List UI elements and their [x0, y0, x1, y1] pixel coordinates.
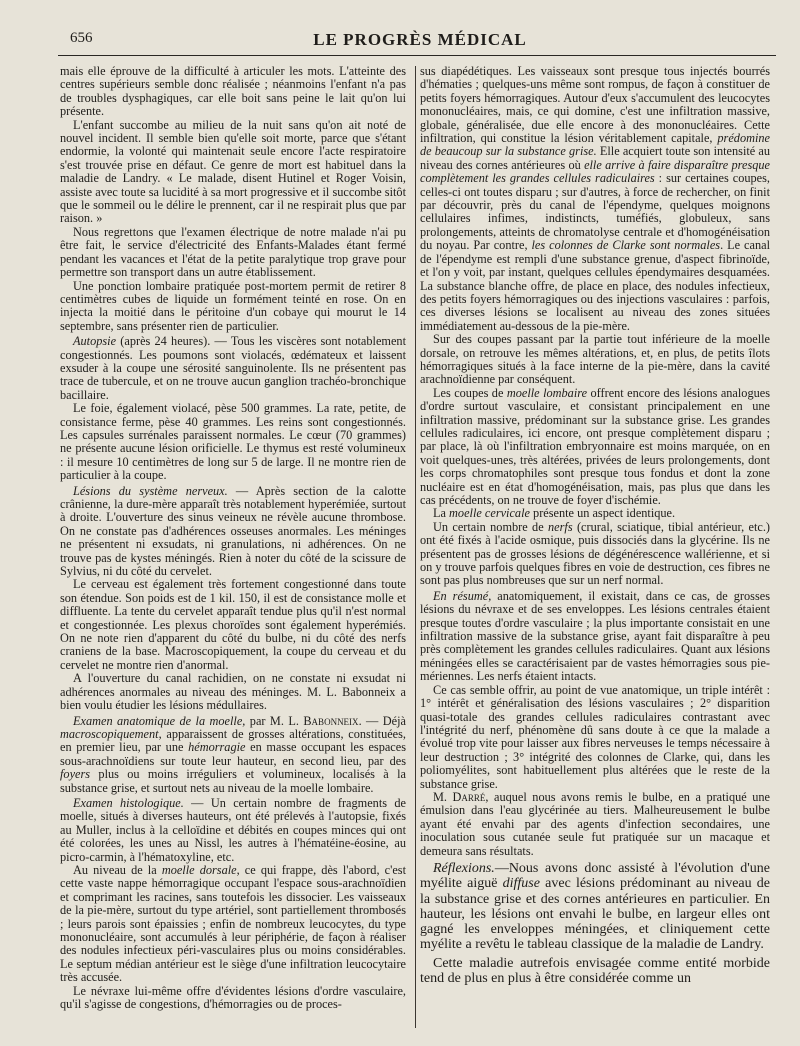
- lesions-paragraph: Lésions du système nerveux. — Après section de la calotte crânienne, la dure-mère apparaît très notablement hyperémiée, surtout à droite. L'ouverture des sinus veineux ne révèle aucune thrombose. On ne constate pas d'adhérences osseuses anormales. Les méninges ne présentent ni exsudats, ni granulations, ni adhérences. On ne trouve pas de kystes méningés. Rien à noter du côté de la scissure de Sylvius, ni du côté du cervelet.: [60, 483, 406, 579]
- paragraph: Une ponction lombaire pratiquée post-mortem permit de retirer 8 centimètres cubes de liquide un formément teinté en rose. On en injecta la moitié dans le péritoine d'un cobaye qui mourut le 14 septembre, sans présenter rien de particulier.: [60, 278, 406, 333]
- section-label: Examen histologique.: [73, 795, 184, 810]
- paragraph: mais elle éprouve de la difficulté à articuler les mots. L'atteinte des centres supérieurs semble donc réalisée ; néanmoins l'enfant n'a pas de troubles dysphagiques, car elle boit sans peine le lait qu'on lui présente.: [60, 64, 406, 119]
- column-divider: [415, 66, 416, 1028]
- paragraph: La moelle cervicale présente un aspect identique.: [433, 506, 676, 521]
- right-column: [420, 65, 770, 986]
- paragraph: Sur des coupes passant par la partie tout inférieure de la moelle dorsale, on retrouve les mêmes altérations, et, en plus, de petits îlots hémorragiques situés à la face interne de la pie-mère, dans la cavité arachnoïdienne par conséquent.: [420, 332, 770, 387]
- section-label: Réflexions.: [433, 860, 495, 876]
- examen-histologique-paragraph: Examen histologique. — Un certain nombre de fragments de moelle, situés à diverses hauteurs, ont été prélevés à l'autopsie, fixés au Muller, inclus à la celloïdine et débités en coupes minces qui ont été colorées, les unes au Nissl, les autres à l'hématéine-éosine, au picro-carmin, à l'hématoxyline, etc.: [60, 795, 406, 864]
- page-number: 656: [70, 30, 93, 46]
- page-header: [70, 30, 770, 54]
- paragraph: Le foie, également violacé, pèse 500 grammes. La rate, petite, de consistance ferme, pèse 40 grammes. Les reins sont congestionnés. Les capsules surrénales paraissent normales. Le cœur (70 grammes) ne présente aucune lésion orificielle. Le thymus est resté volumineux : il mesure 10 centimètres de long sur 5 de large. Il ne montre rien de particulier à la coupe.: [60, 401, 406, 483]
- resume-paragraph: En résumé, anatomiquement, il existait, dans ce cas, de grosses lésions du névraxe et de ses enveloppes. Les lésions centrales étaient presque toutes d'ordre vasculaire ; la plus importante consistait en une infiltration massive de la substance grise, ayant fait disparaître à peu près complètement les grandes cellules radiculaires. Quant aux lésions méningées elles se caractérisaient par de vastes hémorragies sous pie-mériennes. Les nerfs étaient intacts.: [420, 588, 770, 684]
- paragraph: M. Darré, auquel nous avons remis le bulbe, en a pratiqué une émulsion dans l'eau glycérinée au tiers. Malheureusement le bulbe ayant été envahi par des agents d'infection secondaires, une inoculation sous cutanée seule fut pratiquée sur un macaque et demeura sans résultats.: [420, 789, 770, 858]
- autopsie-paragraph: Autopsie (après 24 heures). — Tous les viscères sont notablement congestionnés. Les poumons sont violacés, œdémateux et laissent exsuder à la coupe une sérosité sanguinolente. Ils ne présentent pas trace de tubercule, et on ne trouve aucun ganglion trachéo-bronchique bacillaire.: [60, 334, 406, 402]
- journal-title: LE PROGRÈS MÉDICAL: [313, 30, 527, 49]
- paragraph: Un certain nombre de nerfs (crural, sciatique, tibial antérieur, etc.) ont été fixés à l'acide osmique, puis dissociés dans la glycérine. Ils ne présentent pas de grosses lésions de dégénérescence wallérienne, et si on y trouve parfois quelques fibres en voie de destruction, ces fibres ne sont pas plus nombreuses que sur un nerf normal.: [420, 519, 771, 588]
- section-label: Autopsie: [73, 334, 117, 349]
- section-label: En résumé,: [433, 588, 492, 603]
- author-name: Babonneix: [303, 713, 359, 728]
- paragraph: Le cerveau est également très fortement congestionné dans toute son étendue. Son poids est de 1 kil. 150, il est de consistance molle et diffluente. La tente du cervelet apparaît tendue plus qu'il n'est normal et congestionnée. Les plexus choroïdes sont également hyperémiés. On ne note rien d'apparent du côté du bulbe, ni du côté des nerfs craniens de la base. Macroscopiquement, la coupe du cerveau et du cervelet ne montre rien d'anormal.: [60, 577, 406, 672]
- paragraph: Le névraxe lui-même offre d'évidentes lésions d'ordre vasculaire, qu'il s'agisse de congestions, d'hémorragies ou de proces-: [60, 983, 406, 1012]
- paragraph: Les coupes de moelle lombaire offrent encore des lésions analogues d'ordre surtout vasculaire, et consistant principalement en une infiltration massive, prédominant sur la substance grise. Les grandes cellules radiculaires, ici encore, ont presque complètement disparu ; par place, là où l'infiltration embryonnaire est moins marquée, on en voit quelques-unes, très altérées, privées de leurs prolongements, dont les corps chromatophiles sont presque tous fondus et dont la zone nucléaire est en état d'homogénéisation, mais, pas plus que dans les cas précédents, on ne trouve de foyer d'ischémie.: [420, 385, 770, 507]
- examen-anatomique-paragraph: Examen anatomique de la moelle, par M. L. Babonneix. — Déjà macroscopiquement, apparaissent de grosses altérations, constituées, en premier lieu, par une hémorragie en masse occupant les espaces sous-arachnoïdiens sur toute leur hauteur, en second lieu, par des foyers plus ou moins irréguliers et volumineux, localisés à la substance grise, et surtout nets au niveau de la moelle lombaire.: [60, 713, 407, 795]
- paragraph: Au niveau de la moelle dorsale, ce qui frappe, dès l'abord, c'est cette vaste nappe hémorragique occupant l'espace sous-arachnoïdien et comprimant les racines, sans toutefois les dissocier. Les vaisseaux de la pie-mère, surtout du type artériel, sont partiellement thrombosés ; leurs parois sont épaissies ; enfin de nombreux leucocytes, du type mononucléaire, sont accumulés à leur périphérie, de façon à réaliser des nodules infectieux péri-vasculaires plus ou moins considérables. Le septum médian antérieur est le siège d'une infiltration leucocytaire très accusée.: [60, 862, 406, 985]
- section-label: Examen anatomique de la moelle,: [73, 713, 246, 728]
- paragraph: sus diapédétiques. Les vaisseaux sont presque tous injectés bourrés d'hématies ; quelques-uns même sont rompus, de façon à constituer de petits foyers hémorragiques. Autour d'eux s'accumulent des leucocytes mononucléaires, mais, ce qui domine, c'est une infiltration massive, globale, généralisée, due elle encore à des mononucléaires. Cette infiltration, qui constitue la lésion véritablement capitale, prédomine de beaucoup sur la substance grise. Elle acquiert toute son intensité au niveau des cornes antérieures où elle arrive à faire disparaître presque complètement les grandes cellules radiculaires : sur certaines coupes, celles-ci ont toutes disparu ; sur d'autres, à force de rechercher, on finit par découvrir, près du canal de l'épendyme, quelques moignons cellulaires infimes, indistincts, tuméfiés, globuleux, sans prolongements, atteints de chromatolyse centrale et d'homogénéisation du noyau. Par contre, les colonnes de Clarke sont normales. Le canal de l'épendyme est rempli d'une substance grenue, d'aspect fibrinoïde, et l'on y voit, par instant, quelques cellules épendymaires desquamées. La substance blanche offre, de place en place, des nodules infectieux, des petits foyers hémorragiques ou des injections vasculaires : parfois, ces diverses lésions se localisent au niveau des zones situées immédiatement au-dessous de la pie-mère.: [420, 64, 771, 333]
- reflexions-paragraph: Réflexions.—Nous avons donc assisté à l'évolution d'une myélite aiguë diffuse avec lésions prédominant au niveau de la substance grise et des cornes antérieures en particulier. En hauteur, les lésions ont envahi le bulbe, en largeur elles ont gagné les enveloppes méningées, et cliniquement cette myélite a revêtu le tableau classique de la maladie de Landry.: [420, 860, 770, 953]
- paragraph: Cette maladie autrefois envisagée comme entité morbide tend de plus en plus à être considérée comme un: [420, 955, 770, 987]
- header-rule: [58, 55, 776, 56]
- author-name: Darré: [452, 789, 486, 804]
- paragraph: Ce cas semble offrir, au point de vue anatomique, un triple intérêt : 1° intérêt et généralisation des lésions vasculaires ; 2° disparition quasi-totale des grandes cellules radiculaires contrastant avec l'intégrité du nerf, phénomène dû sans doute à ce que la malade a évolué trop vite pour laisser aux fibres nerveuses le temps nécessaire à leur destruction ; 3° intégrité des colonnes de Clarke, qui, dans les poliomyélites, sont habituellement plus altérées que le reste de la substance grise.: [420, 682, 770, 791]
- paragraph: A l'ouverture du canal rachidien, on ne constate ni exsudat ni adhérences anormales au niveau des méninges. M. L. Babonneix a bien voulu étudier les lésions médullaires.: [60, 671, 406, 713]
- paragraph: L'enfant succombe au milieu de la nuit sans qu'on ait noté de nouvel incident. Il semble bien qu'elle soit morte, parce que s'étant endormie, la volonté qui maintenait seule encore l'acte respiratoire s'est trouvée prise en défaut. Ce genre de mort est habituel dans la maladie de Landry. « Le malade, disent Hutinel et Roger Voisin, assiste avec toute sa lucidité à sa mort progressive et il succombe sitôt que le sommeil ou le délire le prennent, car il ne respirait plus que par raison. »: [60, 117, 406, 226]
- left-column: [60, 65, 406, 1011]
- paragraph: Nous regrettons que l'examen électrique de notre malade n'ai pu être fait, le service d'électricité des Enfants-Malades étant fermé pendant les vacances et l'état de la petite paralytique trop grave pour permettre son transport dans un autre établissement.: [60, 224, 406, 280]
- section-label: Lésions du système nerveux.: [73, 483, 228, 498]
